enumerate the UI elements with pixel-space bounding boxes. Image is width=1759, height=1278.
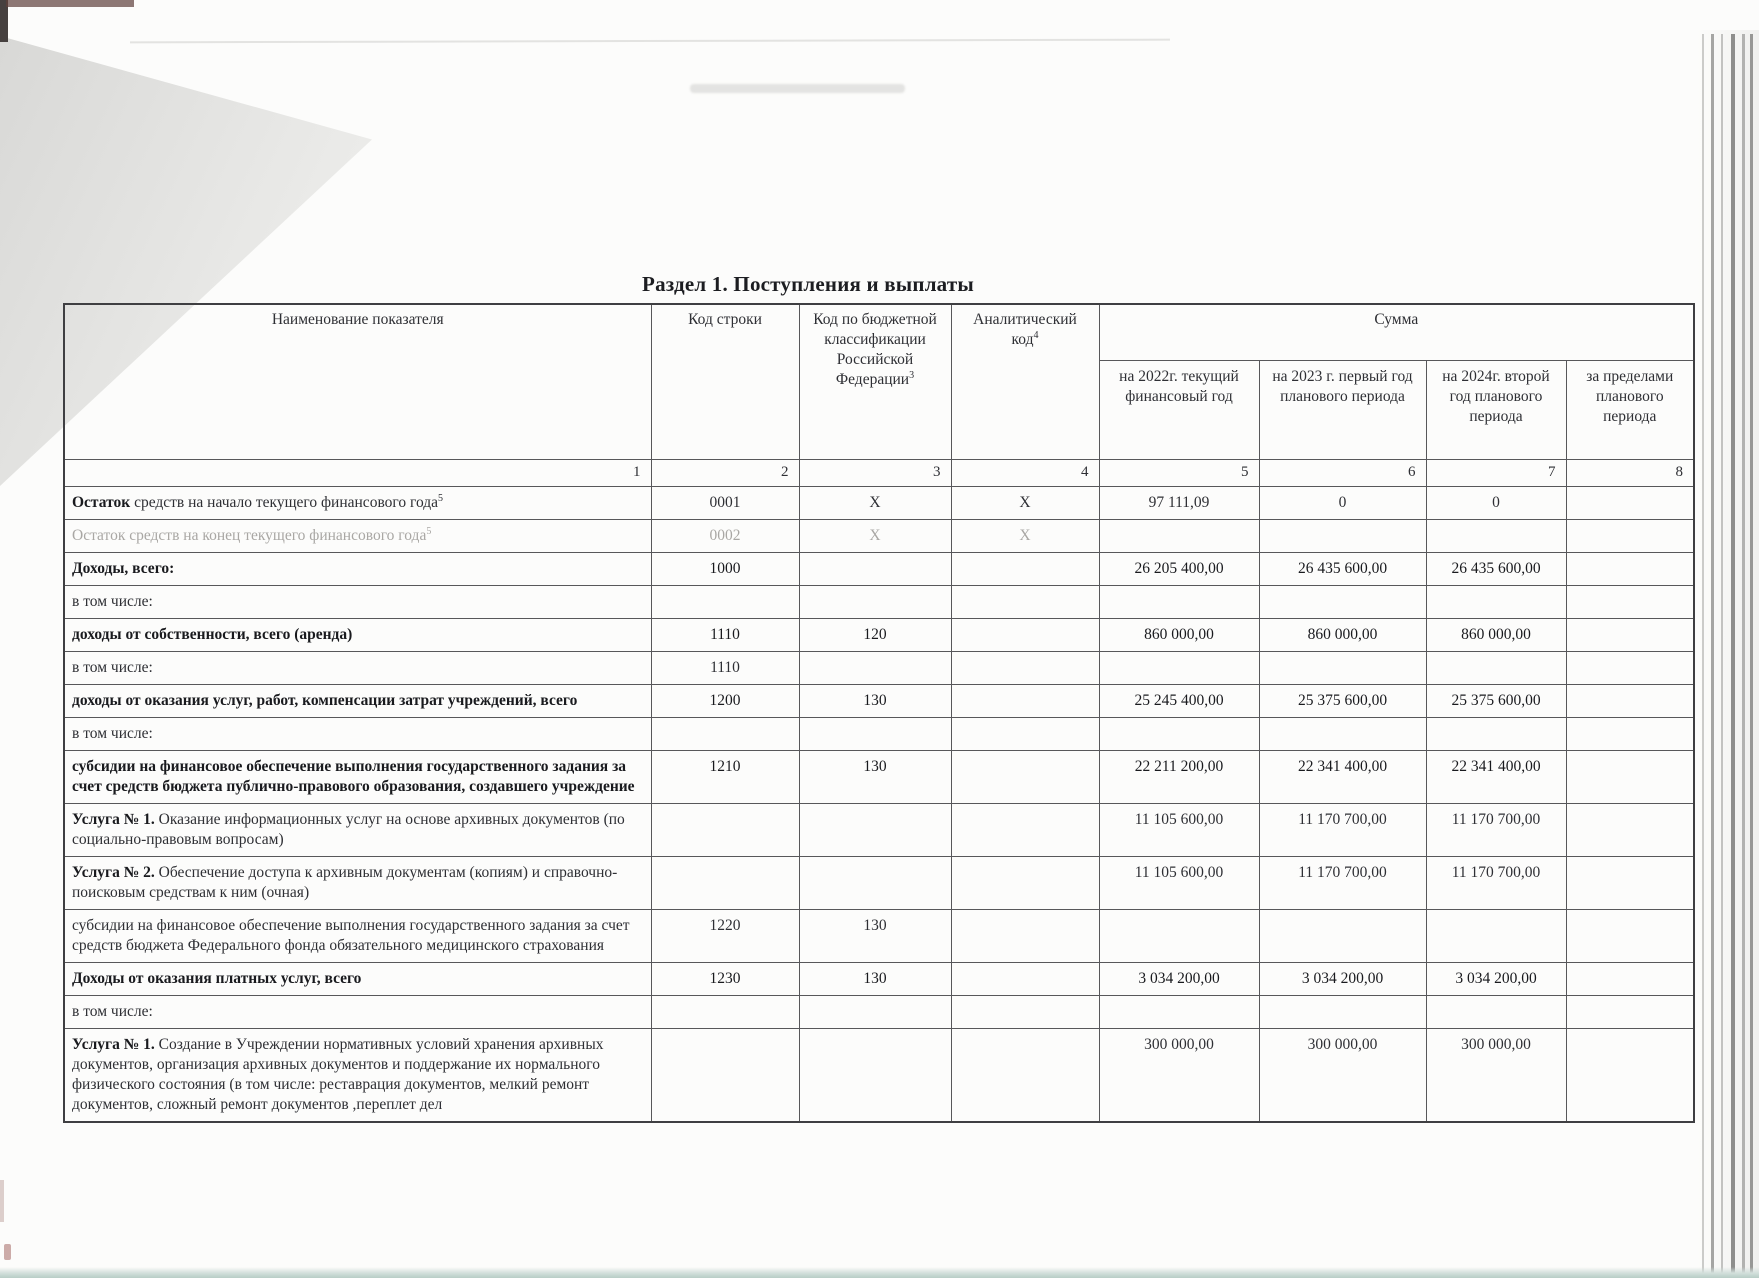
table-row [64, 804, 1694, 857]
cell-indicator-name: в том числе: [64, 652, 651, 685]
cell-sum-2023: 3 034 200,00 [1259, 963, 1426, 996]
cell-sum-2022 [1099, 996, 1259, 1029]
cell-sum-2022: 26 205 400,00 [1099, 553, 1259, 586]
cell-kbk-code [799, 857, 951, 910]
cell-indicator-name: Доходы от оказания платных услуг, всего [64, 963, 651, 996]
cell-analytic-code [951, 751, 1099, 804]
cell-kbk-code [799, 804, 951, 857]
cell-sum-2023: 11 170 700,00 [1259, 804, 1426, 857]
page-stack-edge [1702, 34, 1704, 1278]
header-kbk [799, 304, 951, 460]
cell-sum-2022: 11 105 600,00 [1099, 804, 1259, 857]
page-title: Раздел 1. Поступления и выплаты [642, 272, 974, 296]
column-number: 5 [1099, 460, 1259, 487]
cell-sum-beyond [1566, 857, 1694, 910]
cell-sum-beyond [1566, 996, 1694, 1029]
column-number: 2 [651, 460, 799, 487]
header-kbk-label: Код по бюджетной классификации Российской Федерации [813, 311, 937, 388]
cell-analytic-code [951, 996, 1099, 1029]
table-row [64, 619, 1694, 652]
cell-line-code: 1210 [651, 751, 799, 804]
cell-kbk-code: 130 [799, 963, 951, 996]
cell-analytic-code [951, 963, 1099, 996]
cell-indicator-name: доходы от оказания услуг, работ, компенсации затрат учреждений, всего [64, 685, 651, 718]
cell-indicator-name: в том числе: [64, 996, 651, 1029]
cell-kbk-code [799, 553, 951, 586]
cell-sum-2022: 3 034 200,00 [1099, 963, 1259, 996]
cell-line-code [651, 804, 799, 857]
table-row [64, 553, 1694, 586]
cell-analytic-code [951, 718, 1099, 751]
cell-kbk-code: 130 [799, 751, 951, 804]
table-row [64, 487, 1694, 520]
cell-line-code: 0001 [651, 487, 799, 520]
cell-sum-2024: 11 170 700,00 [1426, 857, 1566, 910]
cell-kbk-code: X [799, 487, 951, 520]
cell-indicator-name: доходы от собственности, всего (аренда) [64, 619, 651, 652]
cell-sum-2022: 300 000,00 [1099, 1029, 1259, 1123]
budget-table [63, 303, 1695, 1123]
cell-sum-2023 [1259, 520, 1426, 553]
cell-kbk-code: 130 [799, 910, 951, 963]
table-row [64, 996, 1694, 1029]
cell-sum-2024 [1426, 586, 1566, 619]
cell-sum-2024: 0 [1426, 487, 1566, 520]
column-number: 1 [64, 460, 651, 487]
cell-line-code: 1110 [651, 619, 799, 652]
cell-line-code: 1200 [651, 685, 799, 718]
cell-sum-2024 [1426, 996, 1566, 1029]
cell-sum-2022: 11 105 600,00 [1099, 857, 1259, 910]
table-row [64, 520, 1694, 553]
cell-indicator-name: Доходы, всего: [64, 553, 651, 586]
column-number: 3 [799, 460, 951, 487]
cell-analytic-code [951, 619, 1099, 652]
header-analytic-code [951, 304, 1099, 460]
scan-artifact-red-mark [4, 1244, 11, 1260]
cell-kbk-code [799, 586, 951, 619]
cell-analytic-code [951, 652, 1099, 685]
cell-analytic-code [951, 804, 1099, 857]
cell-sum-2022 [1099, 520, 1259, 553]
cell-sum-2024 [1426, 718, 1566, 751]
cell-sum-2024: 3 034 200,00 [1426, 963, 1566, 996]
cell-indicator-name: Остаток средств на начало текущего финансового года$^5$ [64, 487, 651, 520]
page-stack-edge [1711, 34, 1714, 1278]
cell-sum-2022: 25 245 400,00 [1099, 685, 1259, 718]
cell-indicator-name: в том числе: [64, 586, 651, 619]
cell-sum-2023: 0 [1259, 487, 1426, 520]
cell-sum-beyond [1566, 751, 1694, 804]
cell-sum-2023 [1259, 910, 1426, 963]
header-sum-2024: на 2024г. второй год планового периода [1426, 361, 1566, 460]
cell-sum-2023: 11 170 700,00 [1259, 857, 1426, 910]
cell-sum-2022 [1099, 718, 1259, 751]
cell-indicator-name: субсидии на финансовое обеспечение выполнения государственного задания за счет средств бюджета публично-правового образования, создавшего учреждение [64, 751, 651, 804]
table-row [64, 963, 1694, 996]
cell-sum-2022 [1099, 910, 1259, 963]
cell-sum-beyond [1566, 1029, 1694, 1123]
cell-sum-2022: 860 000,00 [1099, 619, 1259, 652]
cell-line-code [651, 718, 799, 751]
cell-sum-beyond [1566, 652, 1694, 685]
table-row [64, 586, 1694, 619]
bottom-scan-strip [0, 1267, 1759, 1278]
cell-line-code: 1220 [651, 910, 799, 963]
column-number: 8 [1566, 460, 1694, 487]
cell-kbk-code [799, 1029, 951, 1123]
cell-sum-2024: 22 341 400,00 [1426, 751, 1566, 804]
header-sum-beyond: за пределами планового периода [1566, 361, 1694, 460]
cell-sum-2024 [1426, 910, 1566, 963]
cell-kbk-code [799, 996, 951, 1029]
cell-indicator-name: Остаток средств на конец текущего финансового года$^5$ [64, 520, 651, 553]
header-sum-2022: на 2022г. текущий финансовый год [1099, 361, 1259, 460]
cell-sum-beyond [1566, 487, 1694, 520]
scan-artifact-red-mark [0, 1180, 4, 1222]
cell-analytic-code [951, 910, 1099, 963]
cell-kbk-code: X [799, 520, 951, 553]
cell-line-code [651, 1029, 799, 1123]
cell-sum-beyond [1566, 520, 1694, 553]
table-body [64, 487, 1694, 1123]
table-row [64, 685, 1694, 718]
cell-line-code [651, 586, 799, 619]
cell-sum-2023: 300 000,00 [1259, 1029, 1426, 1123]
cell-kbk-code: 130 [799, 685, 951, 718]
cell-indicator-name: Услуга № 1. Оказание информационных услуг на основе архивных документов (по социально-правовым вопросам) [64, 804, 651, 857]
cell-sum-beyond [1566, 804, 1694, 857]
cell-sum-2024 [1426, 520, 1566, 553]
cell-sum-beyond [1566, 685, 1694, 718]
cell-sum-2023 [1259, 718, 1426, 751]
cell-sum-2024 [1426, 652, 1566, 685]
column-number-row [64, 460, 1694, 487]
header-analytic-label: Аналитический код [973, 311, 1077, 348]
cell-line-code [651, 857, 799, 910]
header-sum: Сумма [1099, 304, 1694, 361]
cell-indicator-name: Услуга № 1. Создание в Учреждении нормативных условий хранения архивных документов, организация архивных документов и поддержание их нормального физического состояния (в том числе: реставрация документов, мелкий ремонт документов, сложный ремонт документов ,переплет дел [64, 1029, 651, 1123]
cell-sum-2023 [1259, 996, 1426, 1029]
cell-sum-2024: 300 000,00 [1426, 1029, 1566, 1123]
cell-indicator-name: в том числе: [64, 718, 651, 751]
cell-sum-2024: 860 000,00 [1426, 619, 1566, 652]
column-number: 6 [1259, 460, 1426, 487]
cell-sum-beyond [1566, 586, 1694, 619]
column-number: 7 [1426, 460, 1566, 487]
cell-sum-2024: 25 375 600,00 [1426, 685, 1566, 718]
page-stack-edge [1742, 34, 1745, 1278]
cell-analytic-code [951, 857, 1099, 910]
cell-sum-2024: 26 435 600,00 [1426, 553, 1566, 586]
table-row [64, 1029, 1694, 1123]
header-indicator-name: Наименование показателя [64, 304, 651, 460]
cell-sum-2023: 22 341 400,00 [1259, 751, 1426, 804]
cell-sum-2023: 26 435 600,00 [1259, 553, 1426, 586]
cell-sum-2023: 860 000,00 [1259, 619, 1426, 652]
page-stack-edge [1750, 34, 1753, 1278]
cell-indicator-name: Услуга № 2. Обеспечение доступа к архивным документам (копиям) и справочно-поисковым средствам к ним (очная) [64, 857, 651, 910]
cell-kbk-code [799, 652, 951, 685]
cell-sum-beyond [1566, 910, 1694, 963]
table-row [64, 910, 1694, 963]
cell-kbk-code: 120 [799, 619, 951, 652]
cell-analytic-code [951, 553, 1099, 586]
cell-line-code: 0002 [651, 520, 799, 553]
table-row [64, 718, 1694, 751]
header-kbk-footnote: 3 [909, 369, 915, 381]
column-number: 4 [951, 460, 1099, 487]
table-row [64, 652, 1694, 685]
cell-sum-2022 [1099, 652, 1259, 685]
cell-sum-2022 [1099, 586, 1259, 619]
page-stack-edge [1721, 34, 1723, 1278]
scan-artifact-page-edge [130, 39, 1170, 44]
cell-sum-2023 [1259, 586, 1426, 619]
cell-sum-beyond [1566, 619, 1694, 652]
header-line-code: Код строки [651, 304, 799, 460]
cell-analytic-code [951, 685, 1099, 718]
cell-sum-beyond [1566, 553, 1694, 586]
cell-sum-beyond [1566, 718, 1694, 751]
cell-analytic-code: X [951, 487, 1099, 520]
cell-analytic-code [951, 1029, 1099, 1123]
page-stack-edge [1731, 34, 1735, 1278]
cell-sum-2022: 97 111,09 [1099, 487, 1259, 520]
cell-indicator-name: субсидии на финансовое обеспечение выполнения государственного задания за счет средств бюджета Федерального фонда обязательного медицинского страхования [64, 910, 651, 963]
header-sum-2023: на 2023 г. первый год планового периода [1259, 361, 1426, 460]
cell-sum-2024: 11 170 700,00 [1426, 804, 1566, 857]
cell-line-code: 1000 [651, 553, 799, 586]
cell-analytic-code: X [951, 520, 1099, 553]
scan-artifact-top-mark [6, 0, 134, 7]
table-row [64, 751, 1694, 804]
cell-line-code: 1110 [651, 652, 799, 685]
cell-analytic-code [951, 586, 1099, 619]
table-row [64, 857, 1694, 910]
cell-sum-2023 [1259, 652, 1426, 685]
cell-sum-beyond [1566, 963, 1694, 996]
scan-artifact-smudge [690, 84, 905, 93]
cell-sum-2023: 25 375 600,00 [1259, 685, 1426, 718]
cell-kbk-code [799, 718, 951, 751]
header-analytic-footnote: 4 [1033, 329, 1039, 341]
cell-line-code [651, 996, 799, 1029]
cell-sum-2022: 22 211 200,00 [1099, 751, 1259, 804]
cell-line-code: 1230 [651, 963, 799, 996]
